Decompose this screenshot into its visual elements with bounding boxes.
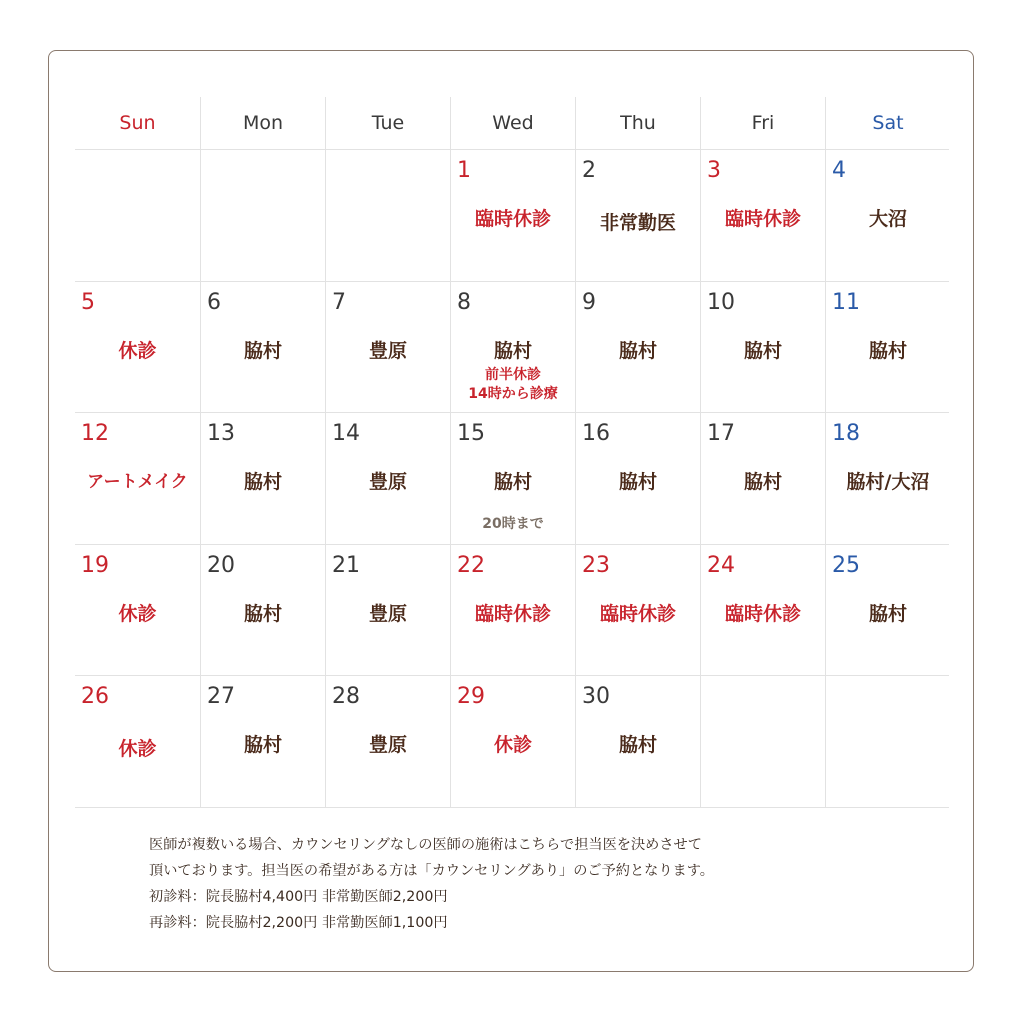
day-number: 30 [582, 684, 610, 710]
day-doctor: 脇村 [618, 471, 657, 494]
day-status: アートメイク [87, 472, 188, 493]
day-status: 休診 [493, 734, 532, 757]
day-status: 臨時休診 [724, 208, 801, 230]
week-row-2 [75, 282, 949, 414]
day-number: 4 [832, 158, 846, 183]
day-number: 25 [832, 552, 860, 578]
day-cell [75, 413, 200, 544]
day-number: 15 [457, 421, 485, 447]
day-note: 20時まで [482, 516, 544, 533]
day-status: 臨時休診 [474, 602, 551, 625]
day-number: 1 [457, 158, 471, 183]
week-row-1 [75, 150, 949, 282]
day-number: 17 [707, 421, 735, 447]
day-number: 9 [582, 289, 596, 315]
day-number: 16 [582, 421, 610, 447]
day-number: 11 [832, 289, 860, 315]
day-doctor: 脇村 [493, 471, 532, 494]
weekday-wed: Wed [450, 97, 575, 149]
day-cell [575, 282, 700, 413]
day-cell [75, 676, 200, 807]
day-cell-empty [325, 150, 450, 281]
day-cell [700, 150, 825, 281]
weekday-sat: Sat [825, 97, 950, 149]
day-number: 10 [707, 289, 735, 315]
day-number: 12 [81, 421, 109, 447]
day-doctor: 脇村 [743, 339, 782, 362]
day-number: 14 [332, 421, 360, 447]
day-cell-empty [700, 676, 825, 807]
day-doctor: 脇村 [493, 339, 532, 362]
day-status: 休診 [118, 339, 157, 362]
clinic-notes [149, 832, 869, 936]
day-number: 27 [207, 684, 235, 710]
week-row-3 [75, 413, 949, 545]
day-number: 23 [582, 552, 610, 578]
day-cell-empty [75, 150, 200, 281]
day-number: 18 [832, 421, 860, 447]
day-doctor: 豊原 [368, 602, 407, 625]
day-cell [700, 282, 825, 413]
day-cell [825, 150, 950, 281]
day-number: 22 [457, 552, 485, 578]
day-doctor: 脇村 [618, 734, 657, 757]
weekday-tue: Tue [325, 97, 450, 149]
day-cell [75, 282, 200, 413]
day-status: 臨時休診 [474, 208, 551, 230]
day-cell [75, 545, 200, 676]
fee-revisit: 再診料：院長脇村2,200円 非常勤医師1,100円 [149, 915, 448, 931]
day-status: 休診 [118, 602, 157, 625]
weekday-thu: Thu [575, 97, 700, 149]
day-cell [450, 282, 575, 413]
day-doctor: 脇村 [868, 602, 907, 625]
day-number: 29 [457, 684, 485, 710]
day-number: 24 [707, 552, 735, 578]
weekday-fri: Fri [700, 97, 825, 149]
day-number: 13 [207, 421, 235, 447]
day-cell [450, 150, 575, 281]
day-cell [575, 150, 700, 281]
note-line: 頂いております。担当医の希望がある方は「カウンセリングあり」のご予約となります。 [149, 863, 714, 879]
day-cell [825, 413, 950, 544]
day-doctor: 脇村 [243, 339, 282, 362]
day-doctor: 大沼 [868, 208, 907, 230]
day-note-line: 14時から診療 [468, 385, 558, 402]
day-doctor: 豊原 [368, 471, 407, 494]
day-cell-empty [200, 150, 325, 281]
day-doctor: 脇村 [243, 734, 282, 757]
weekday-mon: Mon [200, 97, 325, 149]
day-note-line: 前半休診 [485, 366, 541, 383]
day-number: 2 [582, 158, 596, 183]
week-row-5 [75, 676, 949, 808]
day-cell [325, 413, 450, 544]
day-cell [325, 545, 450, 676]
day-cell [325, 282, 450, 413]
day-doctor: 豊原 [368, 734, 407, 757]
day-cell [200, 282, 325, 413]
day-cell [575, 413, 700, 544]
note-line: 医師が複数いる場合、カウンセリングなしの医師の施術はこちらで担当医を決めさせて [149, 837, 702, 853]
day-cell [200, 413, 325, 544]
day-cell [325, 676, 450, 807]
day-status: 臨時休診 [724, 602, 801, 625]
day-cell [700, 545, 825, 676]
day-number: 26 [81, 684, 109, 710]
day-status: 臨時休診 [599, 602, 676, 625]
day-cell [200, 545, 325, 676]
calendar-grid [75, 97, 949, 808]
day-number: 6 [207, 289, 221, 315]
day-cell [700, 413, 825, 544]
day-doctor: 脇村 [868, 339, 907, 362]
day-doctor: 豊原 [368, 339, 407, 362]
day-cell [575, 676, 700, 807]
day-doctor: 脇村 [243, 471, 282, 494]
weekday-sun: Sun [119, 112, 156, 134]
day-number: 19 [81, 552, 109, 578]
weekday-header [75, 97, 949, 150]
day-doctor: 非常勤医 [599, 212, 676, 234]
day-number: 3 [707, 158, 721, 183]
day-number: 20 [207, 552, 235, 578]
day-cell [825, 282, 950, 413]
day-doctor: 脇村 [743, 471, 782, 494]
day-number: 7 [332, 289, 346, 315]
day-doctor: 脇村 [618, 339, 657, 362]
day-number: 28 [332, 684, 360, 710]
day-cell [825, 545, 950, 676]
day-number: 21 [332, 552, 360, 578]
day-status: 休診 [118, 738, 157, 761]
day-doctor: 脇村 [243, 602, 282, 625]
day-cell [450, 676, 575, 807]
day-cell-empty [825, 676, 950, 807]
day-cell [200, 676, 325, 807]
day-number: 5 [81, 289, 95, 315]
day-number: 8 [457, 289, 471, 315]
day-cell [575, 545, 700, 676]
day-doctor: 脇村/大沼 [846, 471, 930, 494]
day-cell [450, 413, 575, 544]
day-note [451, 366, 575, 404]
week-row-4 [75, 545, 949, 677]
fee-first-visit: 初診料：院長脇村4,400円 非常勤医師2,200円 [149, 889, 448, 905]
day-cell [450, 545, 575, 676]
